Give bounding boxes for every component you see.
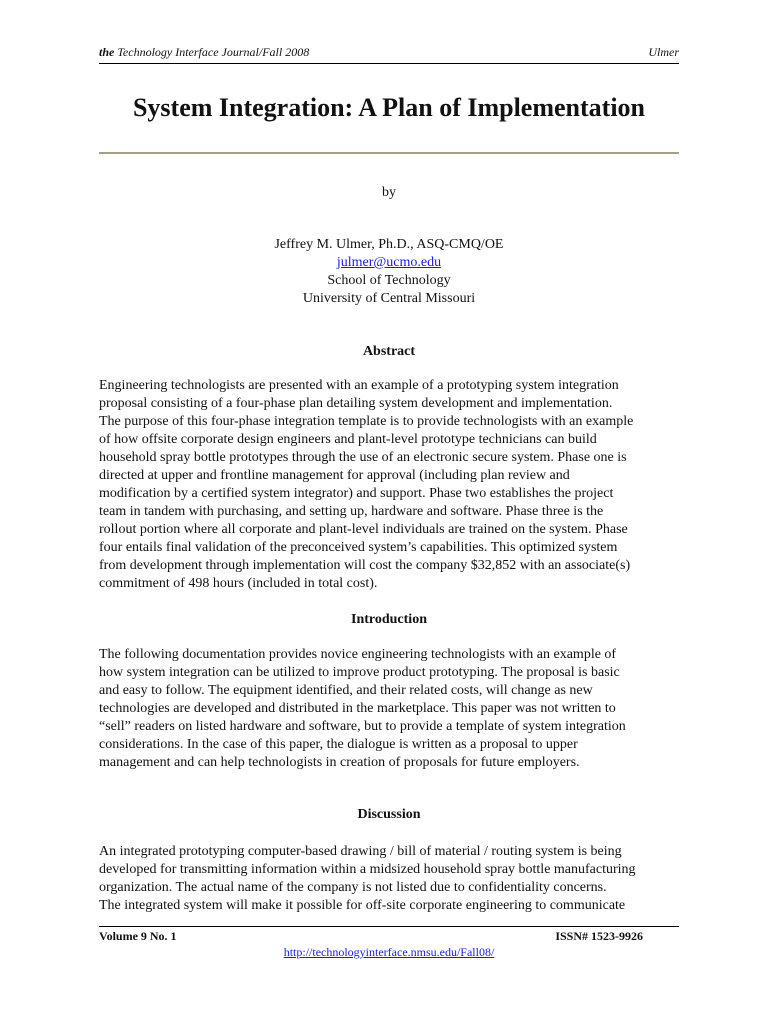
journal-name: Technology Interface Journal/Fall 2008 [114,45,310,59]
text-line: from development through implementation will cost the company $32,852 with an associate(s) [99,558,631,573]
title-rule [99,152,679,154]
text-line: An integrated prototyping computer-based drawing / bill of material / routing system is being [99,844,622,859]
text-line: technologies are developed and distributed in the marketplace. This paper was not written to [99,701,616,716]
footer-volume: Volume 9 No. 1 [99,929,177,943]
footer-url-link[interactable]: http://technologyinterface.nmsu.edu/Fall08/ [283,945,495,959]
text-line: and easy to follow. The equipment identified, and their related costs, will change as new [99,683,593,698]
text-line: household spray bottle prototypes through the use of an electronic secure system. Phase one is [99,450,627,465]
header-rule [99,63,679,64]
footer-issn: ISSN# 1523-9926 [555,929,643,943]
author-block [99,236,679,308]
author-institution: University of Central Missouri [302,291,476,306]
text-line: of how offsite corporate design engineers and plant-level prototype technicians can build [99,432,597,447]
text-line: The following documentation provides novice engineering technologists with an example of [99,647,617,662]
abstract-paragraph [99,377,679,593]
introduction-paragraph [99,646,679,772]
text-line: rollout portion where all corporate and plant-level individuals are trained on the system. Phase [99,522,628,537]
author-email-link[interactable]: julmer@ucmo.edu [336,255,442,270]
text-line: organization. The actual name of the company is not listed due to confidentiality concerns. [99,880,607,895]
text-line: developed for transmitting information within a midsized household spray bottle manufacturing [99,862,636,877]
text-line: team in tandem with purchasing, and setting up, hardware and software. Phase three is the [99,504,604,519]
text-line: The integrated system will make it possible for off-site corporate engineering to communicate [99,898,626,913]
text-line: proposal consisting of a four-phase plan detailing system development and implementation. [99,396,613,411]
text-line: considerations. In the case of this paper, the dialogue is written as a proposal to upper [99,737,578,752]
discussion-heading: Discussion [357,807,421,822]
footer-url [99,945,679,959]
paper-page [99,0,679,1024]
running-header [99,45,679,59]
text-line: how system integration can be utilized to improve product prototyping. The proposal is basic [99,665,620,680]
text-line: Engineering technologists are presented with an example of a prototyping system integration [99,378,619,393]
text-line: commitment of 498 hours (included in total cost). [99,576,378,591]
text-line: modification by a certified system integrator) and support. Phase two establishes the project [99,486,614,501]
text-line: “sell” readers on listed hardware and software, but to provide a template of system integration [99,719,626,734]
footer-rule [99,926,679,927]
text-line: directed at upper and frontline management for approval (including plan review and [99,468,570,483]
byline: by [382,185,396,200]
introduction-heading: Introduction [351,612,427,627]
running-header-author: Ulmer [648,45,679,59]
text-line: four entails final validation of the preconceived system’s capabilities. This optimized system [99,540,618,555]
journal-prefix: the [99,45,115,59]
author-department: School of Technology [327,273,451,288]
author-name: Jeffrey M. Ulmer, Ph.D., ASQ-CMQ/OE [274,237,504,252]
discussion-paragraph [99,843,679,915]
text-line: management and can help technologists in creation of proposals for future employers. [99,755,580,770]
abstract-heading: Abstract [362,344,416,359]
paper-title: System Integration: A Plan of Implementation [132,93,646,122]
text-line: The purpose of this four-phase integration template is to provide technologists with an example [99,414,634,429]
